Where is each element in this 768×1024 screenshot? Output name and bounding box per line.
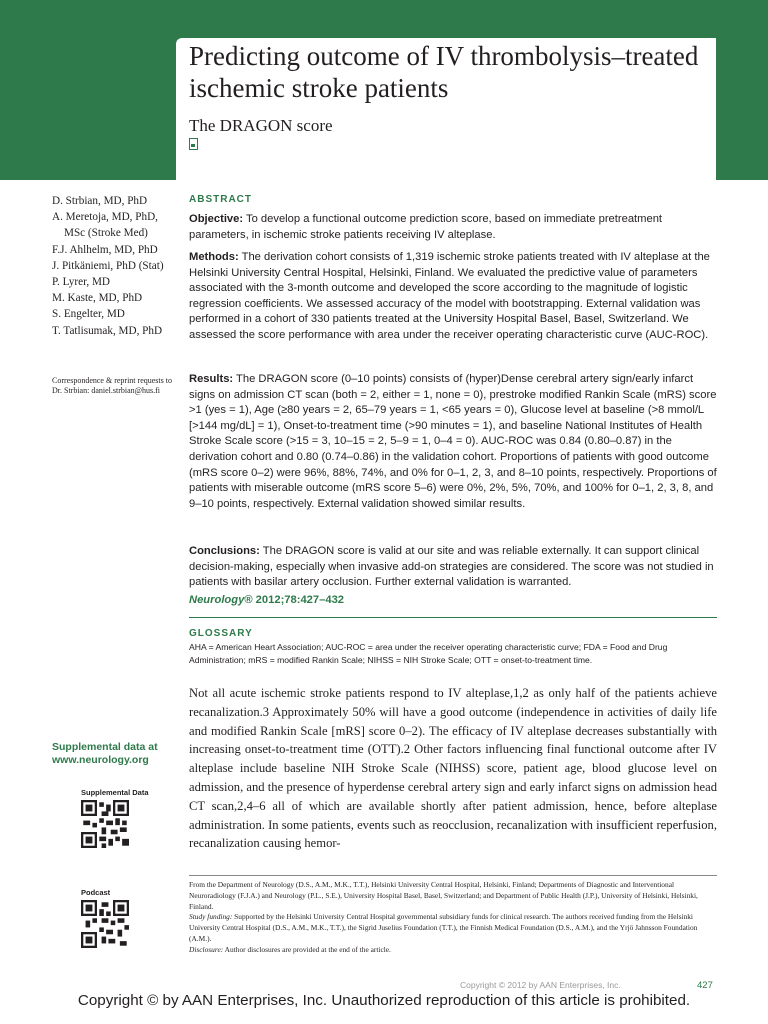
qr-label-supplemental: Supplemental Data <box>81 788 149 797</box>
results-label: Results: <box>189 373 234 385</box>
objective-label: Objective: <box>189 213 244 225</box>
disclosure-note <box>189 945 717 956</box>
footnotes <box>189 880 717 956</box>
citation-ref: ® 2012;78:427–432 <box>244 594 345 606</box>
page-number: 427 <box>697 980 713 991</box>
qr-code-icon[interactable] <box>81 900 129 948</box>
author: D. Strbian, MD, PhD <box>52 195 148 207</box>
funding-text: Supported by the Helsinki University Central Hospital governmental subsidiary funds for clinical research. The authors received funding from the Helsinki University Central Hospital (D.S., A.M., M.K., T.T.), the Sigrid Juselius Foundation (T.T.), the Finnish Medical Foundation (D.S., A.M.), and the Yrjö Jahnsson Foundation (A.M.). <box>189 912 698 943</box>
author: M. Kaste, MD, PhD <box>52 292 143 305</box>
methods-label: Methods: <box>189 251 239 263</box>
author: J. Pitkäniemi, PhD (Stat) <box>52 259 164 272</box>
copyright-notice: Copyright © 2012 by AAN Enterprises, Inc. <box>460 980 621 990</box>
divider <box>189 875 717 876</box>
abstract-methods <box>189 250 717 344</box>
qr-label-podcast: Podcast <box>81 888 111 897</box>
divider <box>189 617 717 618</box>
author: A. Meretoja, MD, PhD, <box>52 211 158 224</box>
disclosure-text: Author disclosures are provided at the end of the article. <box>224 944 391 954</box>
glossary-heading: GLOSSARY <box>189 628 253 639</box>
qr-code-icon[interactable] <box>81 800 129 848</box>
glossary-text: AHA = American Heart Association; AUC-ROC = area under the receiver operating characteristic curve; FDA = Food and Drug Administration; mRS = modified Rankin Scale; NIHSS = NIH Stroke Scale; OTT = onset-to-treatment time. <box>189 642 668 665</box>
author: P. Lyrer, MD <box>52 276 110 289</box>
citation <box>189 594 344 606</box>
article-subtitle: The DRAGON score <box>189 116 333 135</box>
body-paragraph: Not all acute ischemic stroke patients respond to IV alteplase,1,2 as only half of the patients achieve recanalization.3 Approximately 50% will have a good outcome (independence in activities of daily life and modified Rankin Scale [mRS] score 0–2). The efficacy of IV alteplase decreases substantially with increasing onset-to-treatment time (OTT).2 Other factors influencing final functional outcome after IV alteplase include baseline NIH Stroke Scale (NIHSS) score, patient age, blood glucose level on admission, and the presence of hyperdense cerebral artery sign and early infarct signs on admission head CT scan,2,4–6 all of which are available shortly after patient admission, hence, before alteplase administration. In some patients, events such as reocclusion, recanalization with insufficient reperfusion, recanalization causing hemor- <box>189 686 717 851</box>
disclosure-label: Disclosure: <box>189 944 224 954</box>
objective-text: To develop a functional outcome prediction score, based on immediate pretreatment parameters, in ischemic stroke patients receiving IV alteplase. <box>189 213 663 241</box>
author: MSc (Stroke Med) <box>64 227 148 240</box>
abstract-conclusions <box>189 544 717 591</box>
correspondence-note: Correspondence & reprint requests to Dr. Strbian: daniel.strbian@hus.fi <box>52 376 172 395</box>
supplement-icon <box>189 138 198 150</box>
citation-journal: Neurology <box>189 594 245 606</box>
author: S. Engelter, MD <box>52 308 125 321</box>
conclusions-label: Conclusions: <box>189 545 260 557</box>
methods-text: The derivation cohort consists of 1,319 ischemic stroke patients treated with IV alteplase at the Helsinki University Central Hospital, Helsinki, Finland. We evaluated the predictive value of parameters associated with the 3-month outcome and developed the score according to the magnitude of logistic regression coefficients. We assessed accuracy of the model with bootstrapping. External validation was performed in a cohort of 330 patients treated at the University Hospital Basel, Basel, Switzerland. We assessed the score performance with area under the receiver operating characteristic curve (AUC-ROC). <box>189 251 710 341</box>
supplemental-link[interactable]: Supplemental data at www.neurology.org <box>52 741 158 766</box>
affiliation-note: From the Department of Neurology (D.S., A.M., M.K., T.T.), Helsinki University Central Hospital, Helsinki, Finland; Departments of Diagnostic and Interventional Neuroradiology (F.J.A.) and Neurology (P.L., S.E.), University Hospital Basel, Basel, Switzerland; and Department of Public Health (J.P.), University of Helsinki, Helsinki, Finland. <box>189 880 698 911</box>
funding-label: Study funding: <box>189 912 233 922</box>
abstract-results <box>189 372 717 512</box>
copyright-banner: Copyright © by AAN Enterprises, Inc. Unauthorized reproduction of this article is prohibited. <box>77 992 691 1009</box>
abstract-objective <box>189 212 717 243</box>
abstract-heading: ABSTRACT <box>189 194 252 205</box>
article-title: Predicting outcome of IV thrombolysis–treated ischemic stroke patients <box>189 41 699 103</box>
funding-note <box>189 912 717 944</box>
author: F.J. Ahlhelm, MD, PhD <box>52 243 158 256</box>
author-list <box>52 193 177 339</box>
conclusions-text: The DRAGON score is valid at our site and was reliable externally. It can support clinical decision-making, especially when invasive add-on strategies are considered. The score was not studied in patients with basilar artery occlusion. Further external validation is warranted. <box>189 545 714 589</box>
author: T. Tatlisumak, MD, PhD <box>52 324 163 337</box>
results-text: The DRAGON score (0–10 points) consists of (hyper)Dense cerebral artery sign/early infarct signs on admission CT scan (both = 2, either = 1, none = 0), prestroke modified Rankin Scale (mRS) score >1 (yes = 1), Age (≥80 years = 2, 65–79 years = 1, <65 years = 0), Glucose level at baseline (>8 mmol/L [>144 mg/dL] = 1), Onset-to-treatment time (>90 minutes = 1), and baseline National Institutes of Health Stroke Scale score (>15 = 3, 10–15 = 2, 5–9 = 1, 0–4 = 0). AUC-ROC was 0.84 (0.80–0.87) in the derivation cohort and 0.80 (0.74–0.86) in the validation cohort. Proportions of patients with good outcome (mRS score 0–2) were 96%, 88%, 74%, and 0% for 0–1, 2, 3, and 8–10 points, respectively. Proportions of patients with miserable outcome (mRS score 5–6) were 0%, 2%, 5%, 70%, and 100% for 0–1, 2, 3, 8, and 9–10 points, respectively. External validation showed similar results. <box>189 373 717 510</box>
